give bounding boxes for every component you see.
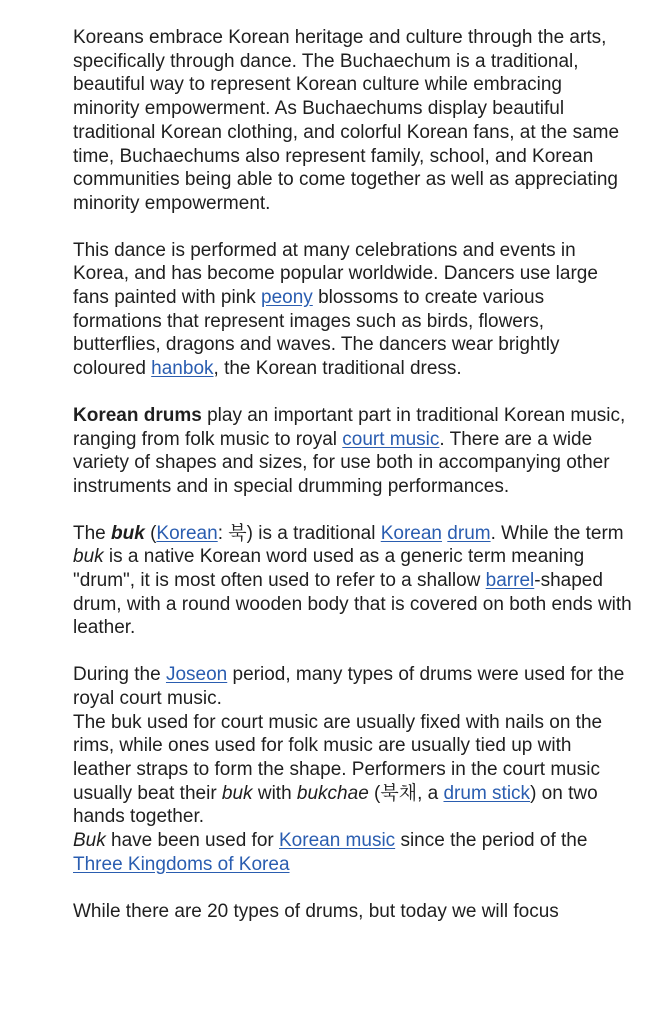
text-run: -shaped drum, with a round wooden body that is covered on both ends with leather. [73,570,632,639]
italic-term-bukchae: bukchae [296,782,369,804]
text-run: During the [73,664,166,686]
paragraph-joseon-period [73,663,633,710]
text-run: blossoms to create various formations that represent images such as birds, flowers, butterflies, dragons and waves. The dancers wear brightly coloured [73,287,560,380]
text-run: is a native Korean word used as a generic term meaning "drum", it is most often used to refer to a shallow [73,546,585,592]
link-hanbok[interactable]: hanbok [151,358,214,380]
text-run: play an important part in traditional Korean music, ranging from folk music to royal [73,404,626,450]
paragraph-buk-history [73,829,633,876]
text-run: ( [144,522,157,544]
link-peony[interactable]: peony [261,287,313,309]
page-bottom-edge [0,1019,665,1024]
paragraph-dance-performance [73,239,633,381]
text-run: (북채, a [368,782,444,804]
paragraph-korean-drums [73,404,633,499]
paragraph-buk-construction [73,711,633,830]
text-run: period, many types of drums were used for the royal court music. [73,664,625,709]
link-korean-language[interactable]: Korean [156,522,218,544]
paragraph-drum-types [73,900,633,924]
link-barrel[interactable]: barrel [485,570,535,592]
text-run: ) on two hands together. [73,782,598,828]
text-run: have been used for [105,830,279,852]
text-run: since the period of the [395,830,588,852]
link-court-music[interactable]: court music [342,428,440,450]
link-drum[interactable]: drum [447,522,491,544]
text-run: : 북) is a traditional [217,522,381,544]
italic-term-buk: buk [221,782,253,804]
italic-term-buk: Buk [73,830,106,852]
paragraph-text: Koreans embrace Korean heritage and culture through the arts, specifically through dance. The Buchaechum is a traditional, beautiful way to represent Korean culture while embracing minority empowerment. As Buchaechums display beautiful traditional Korean clothing, and colorful Korean fans, at the same time, Buchaechums also represent family, school, and Korean communities being able to come together as well as appreciating minority empowerment. [73,27,620,214]
text-run: . While the term [490,522,624,544]
link-korean-music[interactable]: Korean music [279,830,396,852]
link-three-kingdoms-of-korea[interactable]: Three Kingdoms of Korea [73,853,290,875]
bold-italic-term-buk: buk [111,522,145,544]
bold-term-korean-drums: Korean drums [73,404,202,426]
link-drum-stick[interactable]: drum stick [443,782,531,804]
text-run: The buk used for court music are usually fixed with nails on the rims, while ones used for folk music are usually tied up with leather straps to form the shape. Performers in the court music usually beat their [73,711,603,804]
text-run: This dance is performed at many celebrations and events in Korea, and has become popular worldwide. Dancers use large fans painted with pink [73,239,598,309]
text-run: While there are 20 types of drums, but today we will focus [73,900,559,922]
link-korean[interactable]: Korean [380,522,443,544]
paragraph-buk-definition [73,522,633,641]
text-run: , the Korean traditional dress. [213,358,462,380]
paragraph-buchaechum-intro [73,26,633,216]
italic-term-buk: buk [73,546,104,568]
text-run: The [73,522,112,544]
text-run: . There are a wide variety of shapes and sizes, for use both in accompanying other instruments and in special drumming performances. [73,428,610,497]
link-joseon[interactable]: Joseon [165,664,228,686]
document-body [73,26,633,923]
text-run: with [252,782,297,804]
